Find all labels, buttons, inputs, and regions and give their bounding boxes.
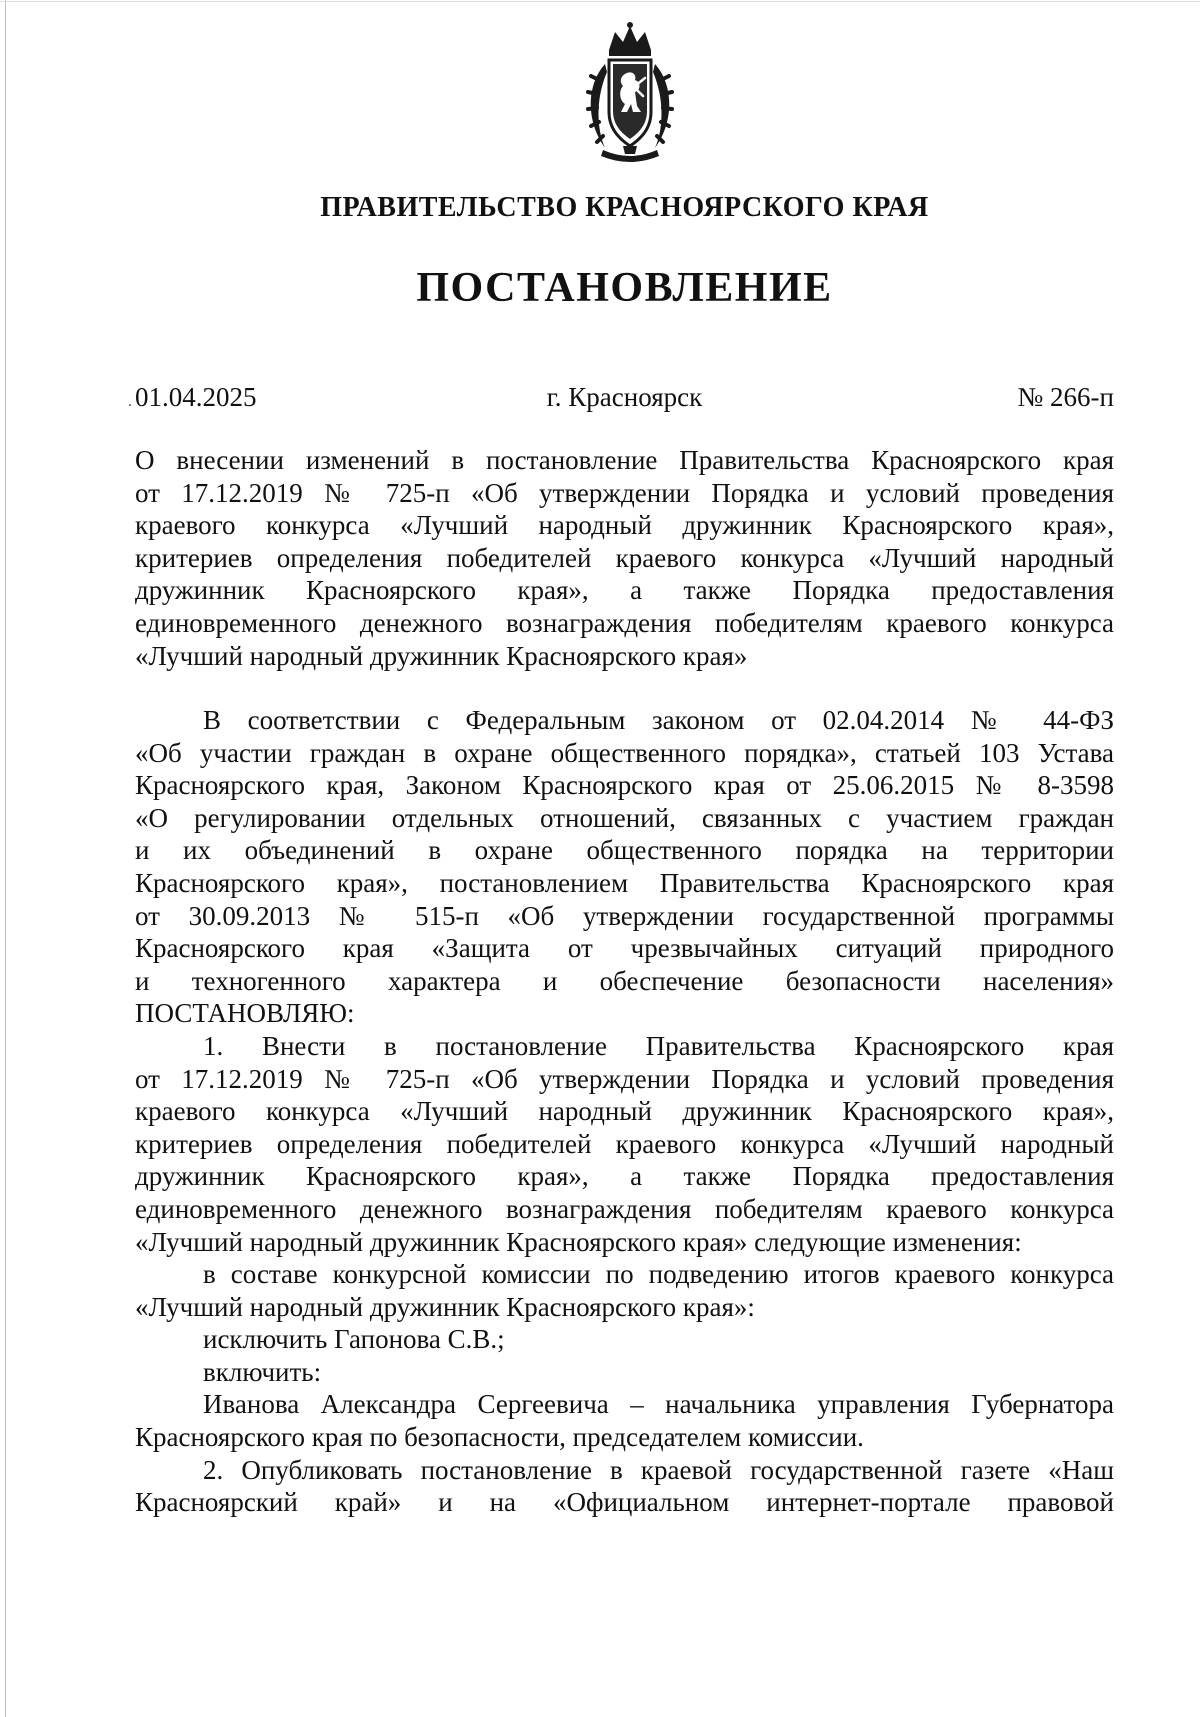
document-body (135, 704, 1114, 1519)
title-line: единовременного денежного вознаграждения победителям краевого конкурса (135, 607, 1114, 638)
title-line: критериев определения победителей краевого конкурса «Лучший народный (135, 542, 1114, 573)
body-line: В соответствии с Федеральным законом от 02.04.2014 № 44-ФЗ (203, 705, 1114, 735)
body-line: и техногенного характера и обеспечение безопасности населения» (135, 965, 1114, 996)
resolution-keyword: ПОСТАНОВЛЯЮ: (135, 998, 355, 1029)
body-line: исключить Гапонова С.В.; (203, 1324, 505, 1355)
body-line: «О регулировании отдельных отношений, связанных с участием граждан (135, 802, 1114, 833)
scan-speck (129, 404, 131, 406)
body-line: Красноярского края по безопасности, председателем комиссии. (135, 1422, 864, 1453)
title-line: от 17.12.2019 № 725-п «Об утверждении Порядка и условий проведения (135, 477, 1114, 508)
document-title (135, 444, 1114, 672)
body-line: «Об участии граждан в охране общественного порядка», статьей 103 Устава (135, 737, 1114, 768)
body-line: краевого конкурса «Лучший народный дружинник Красноярского края», (135, 1096, 1114, 1127)
scan-edge-left (5, 0, 6, 1717)
body-line: единовременного денежного вознаграждения победителям краевого конкурса (135, 1193, 1114, 1224)
document-city: г. Красноярск (546, 382, 703, 412)
body-line: Красноярского края «Защита от чрезвычайных ситуаций природного (135, 933, 1114, 964)
document-number: № 266-п (1017, 382, 1114, 412)
body-line: и их объединений в охране общественного порядка на территории (135, 835, 1114, 866)
body-line: 2. Опубликовать постановление в краевой государственной газете «Наш (203, 1454, 1114, 1485)
document-type-heading: ПОСТАНОВЛЕНИЕ (416, 265, 833, 311)
document-date: 01.04.2025 (135, 382, 257, 412)
body-line: Иванова Александра Сергеевича – начальника управления Губернатора (203, 1389, 1114, 1420)
body-line: от 17.12.2019 № 725-п «Об утверждении Порядка и условий проведения (135, 1063, 1114, 1094)
body-line: включить: (203, 1356, 322, 1387)
body-line: Красноярского края, Законом Красноярского края от 25.06.2015 № 8-3598 (135, 770, 1114, 801)
body-line: Красноярского края», постановлением Правительства Красноярского края (135, 867, 1114, 898)
title-line: «Лучший народный дружинник Красноярского края» (135, 640, 748, 671)
body-line: 1. Внести в постановление Правительства Красноярского края (203, 1030, 1114, 1061)
title-line: О внесении изменений в постановление Правительства Красноярского края (135, 445, 1114, 475)
document-meta-row (135, 382, 1114, 422)
body-line: от 30.09.2013 № 515-п «Об утверждении государственной программы (135, 900, 1114, 931)
body-line: критериев определения победителей краевого конкурса «Лучший народный (135, 1128, 1114, 1159)
body-line: дружинник Красноярского края», а также Порядка предоставления (135, 1161, 1114, 1192)
body-line: «Лучший народный дружинник Красноярского края»: (135, 1291, 755, 1322)
body-line: «Лучший народный дружинник Красноярского края» следующие изменения: (135, 1226, 1022, 1257)
title-line: дружинник Красноярского края», а также Порядка предоставления (135, 575, 1114, 606)
title-line: краевого конкурса «Лучший народный дружинник Красноярского края», (135, 510, 1114, 541)
body-line: в составе конкурсной комиссии по подведению итогов краевого конкурса (203, 1259, 1114, 1290)
krasnoyarsk-coat-of-arms-icon (575, 20, 685, 168)
scan-edge-top (0, 1, 1200, 2)
body-line: Красноярский край» и на «Официальном интернет-портале правовой (135, 1487, 1114, 1518)
issuing-authority: ПРАВИТЕЛЬСТВО КРАСНОЯРСКОГО КРАЯ (320, 192, 929, 223)
